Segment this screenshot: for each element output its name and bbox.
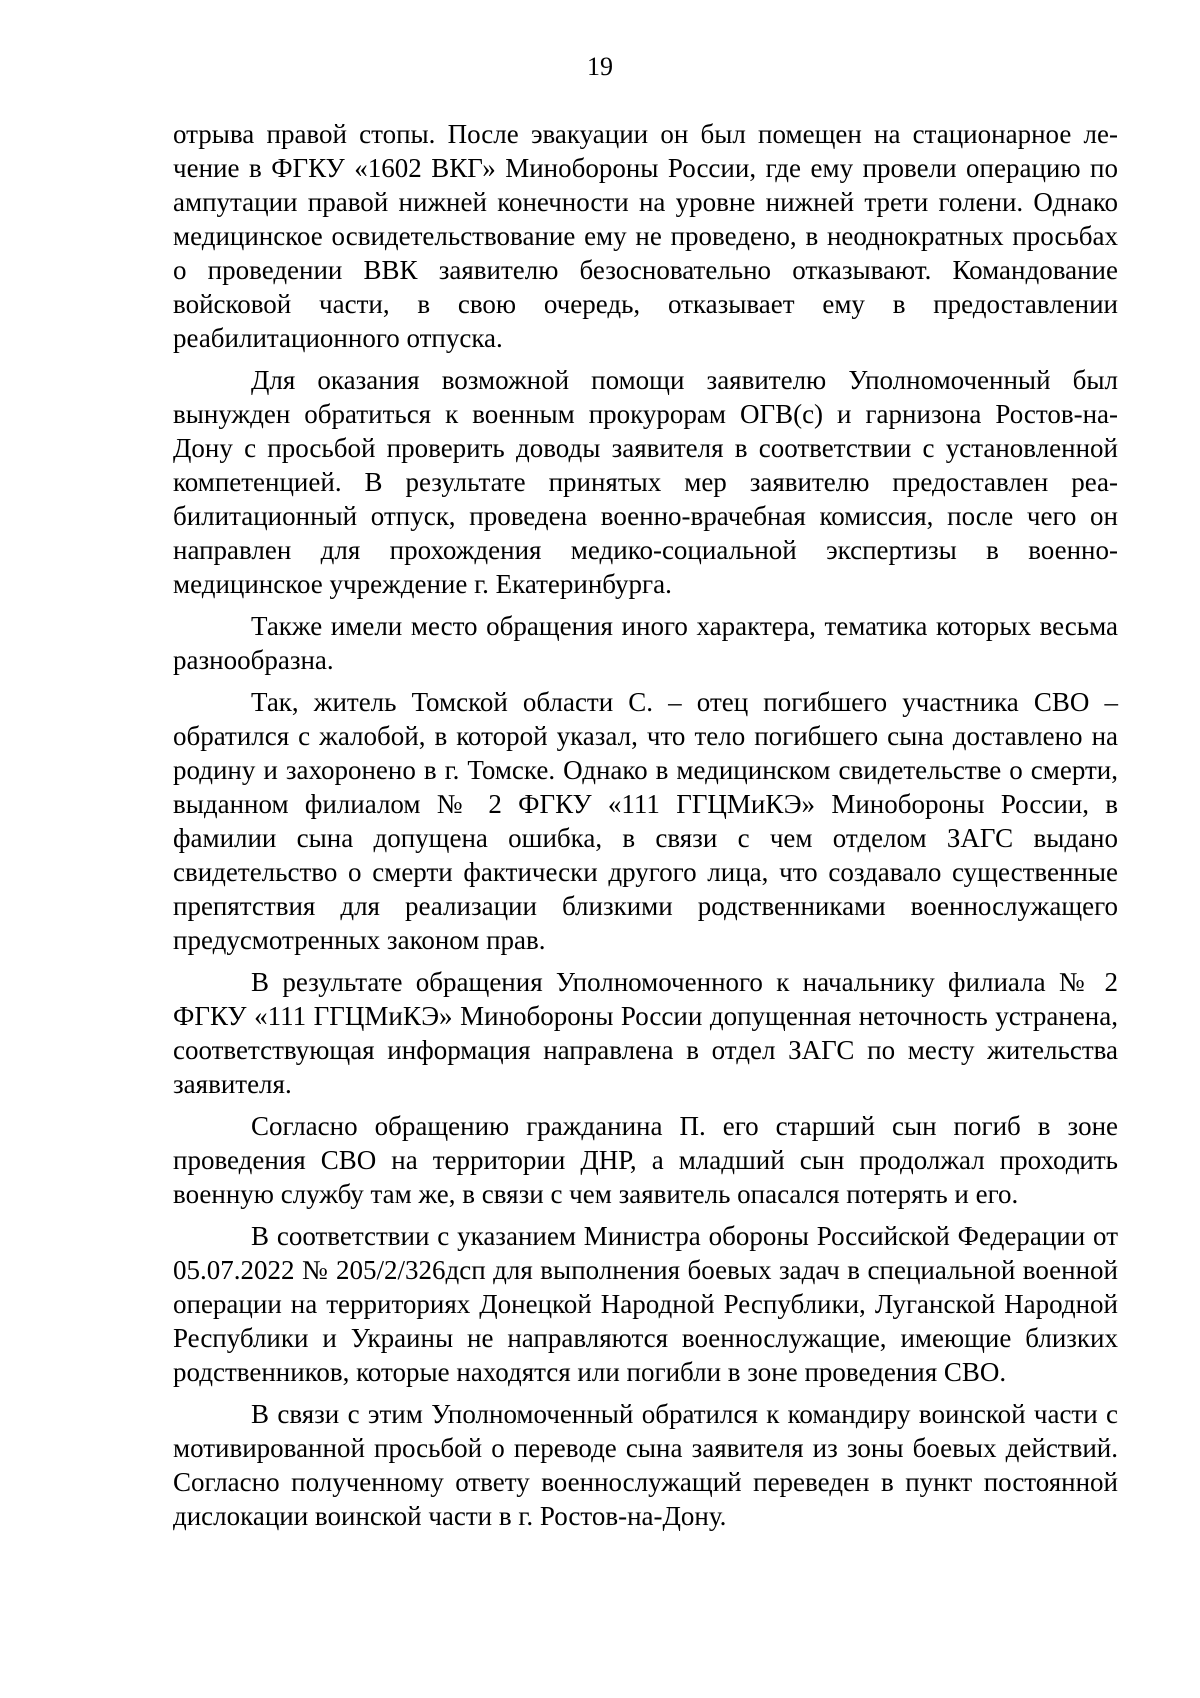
- paragraph: Также имели место обращения иного характера, тематика которых весьма разнообразна.: [173, 611, 1118, 675]
- paragraph: В связи с этим Уполномоченный обратился к командиру воинской части с мотивированной просьбой о переводе сына заявителя из зоны боевых действий. Согласно полученному ответу военнослужащий переведен в пункт постоянной дислокации воинской части в г. Ростов-на-Дону.: [173, 1399, 1118, 1531]
- paragraph: В результате обращения Уполномоченного к начальнику филиала № 2 ФГКУ «111 ГГЦМиКЭ» Минобороны России допущенная неточность устранена, соответствующая информация направлена в отдел ЗАГС по месту жительства заявителя.: [173, 967, 1118, 1099]
- page-number: 19: [587, 52, 613, 81]
- paragraph: В соответствии с указанием Министра обороны Российской Федерации от 05.07.2022 № 205/2/326дсп для выполнения боевых задач в специальной военной операции на территориях Донецкой Народной Республики, Луганской Народной Республики и Украины не направляются военнослужащие, имеющие близких родственников, которые находятся или погибли в зоне проведения СВО.: [173, 1221, 1118, 1387]
- paragraph-continuation: отрыва правой стопы. После эвакуации он был помещен на стационарное лечение в ФГКУ «1602 ВКГ» Минобороны России, где ему провели операцию по ампутации правой нижней конечности на уровне нижней трети голени. Однако медицинское освидетельствование ему не проведено, в неоднократных просьбах о проведении ВВК заявителю безосновательно отказывают. Командование войсковой части, в свою очередь, отказывает ему в предоставлении реабилитационного отпуска.: [173, 119, 1118, 353]
- paragraph: Для оказания возможной помощи заявителю Уполномоченный был вынужден обратиться к военным прокурорам ОГВ(с) и гарнизона Ростов-на-Дону с просьбой проверить доводы заявителя в соответствии с установленной компетенцией. В результате принятых мер заявителю предоставлен реабилитационный отпуск, проведена военно-врачебная комиссия, после чего он направлен для прохождения медико-социальной экспертизы в военно-медицинское учреждение г. Екатеринбурга.: [173, 365, 1118, 599]
- paragraph: Так, житель Томской области С. – отец погибшего участника СВО – обратился с жалобой, в которой указал, что тело погибшего сына доставлено на родину и захоронено в г. Томске. Однако в медицинском свидетельстве о смерти, выданном филиалом № 2 ФГКУ «111 ГГЦМиКЭ» Минобороны России, в фамилии сына допущена ошибка, в связи с чем отделом ЗАГС выдано свидетельство о смерти фактически другого лица, что создавало существенные препятствия для реализации близкими родственниками военнослужащего предусмотренных законом прав.: [173, 687, 1118, 955]
- paragraph: Согласно обращению гражданина П. его старший сын погиб в зоне проведения СВО на территории ДНР, а младший сын продолжал проходить военную службу там же, в связи с чем заявитель опасался потерять и его.: [173, 1111, 1118, 1209]
- document-body: [173, 117, 1118, 1541]
